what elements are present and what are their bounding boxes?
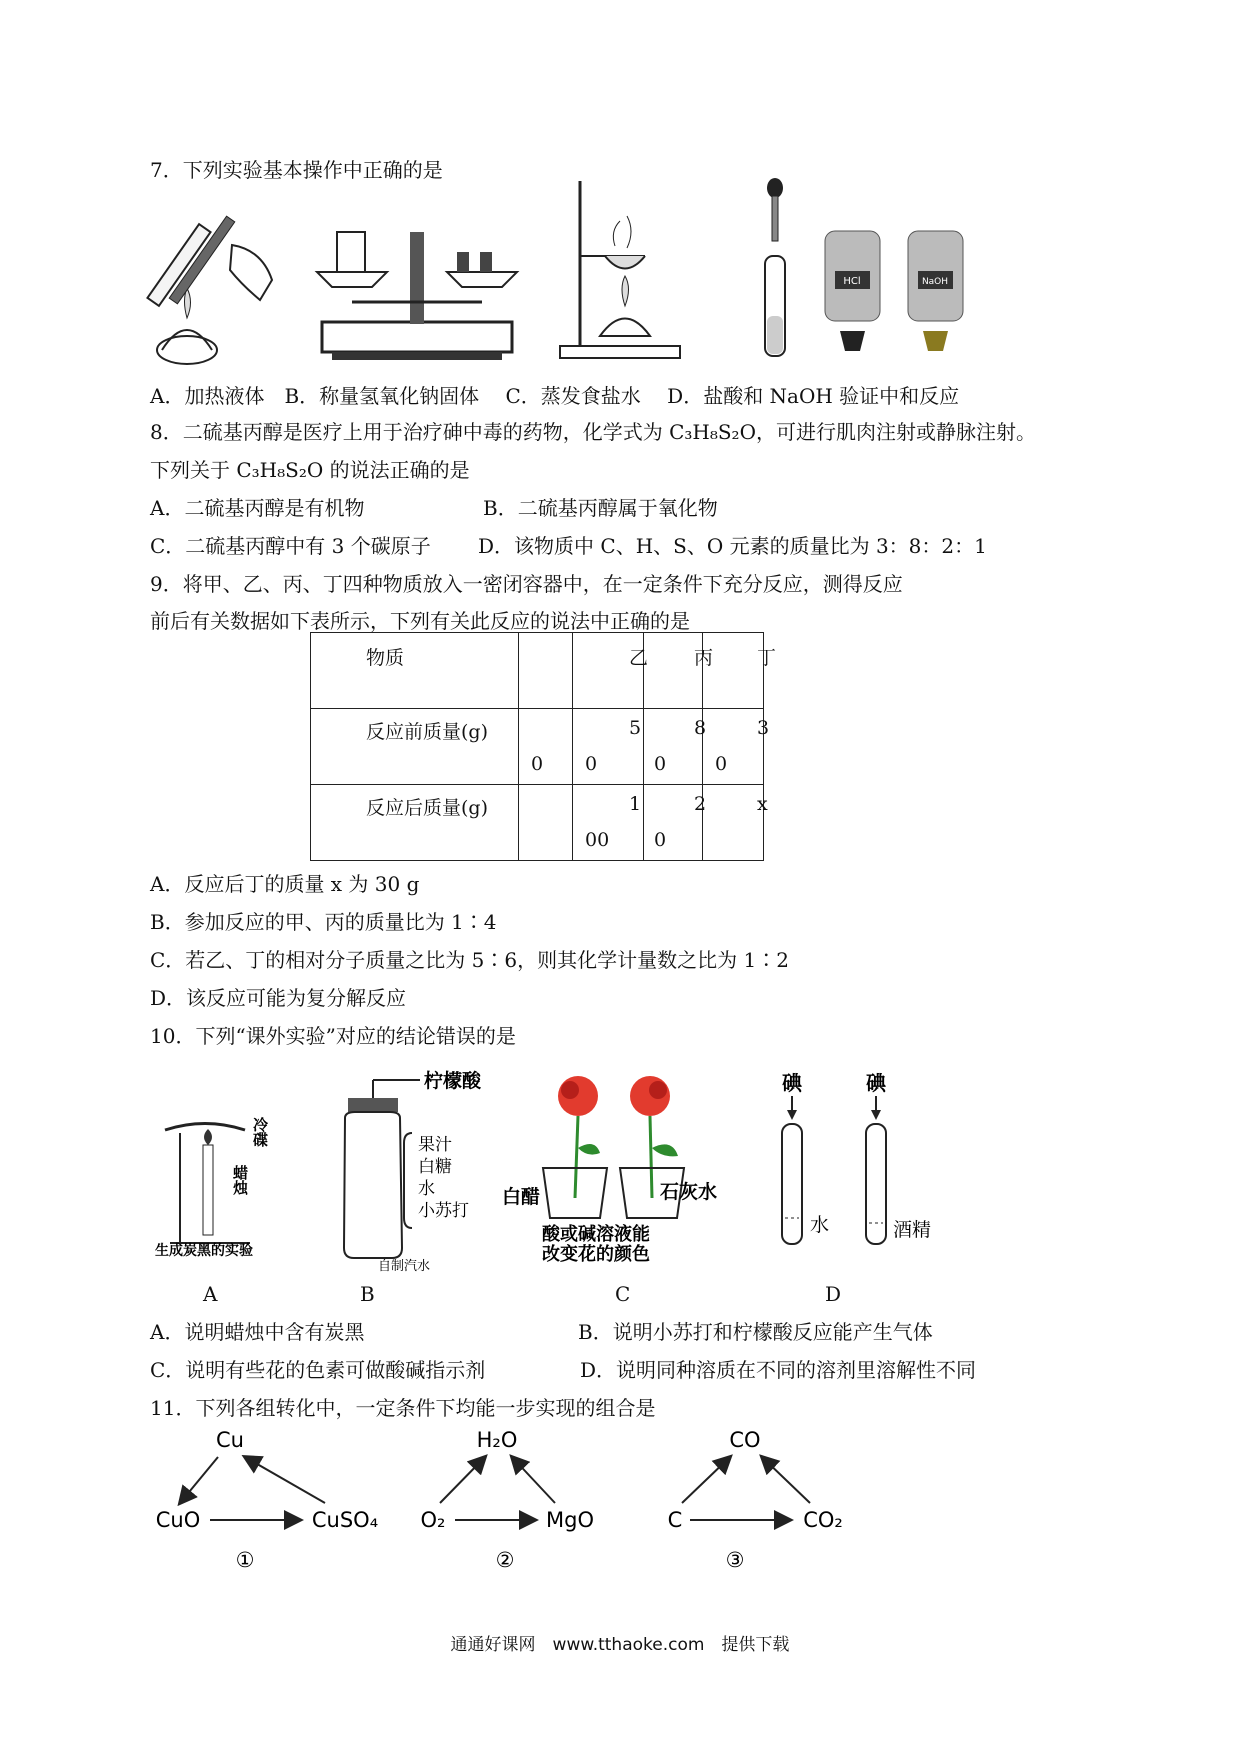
iodine-label-1: 碘 — [782, 1071, 802, 1095]
q10-option-b: B．说明小苏打和柠檬酸反应能产生气体 — [578, 1320, 933, 1344]
fig-a-caption: 生成炭黑的实验 — [155, 1243, 253, 1259]
table-row — [311, 709, 764, 785]
q7-figure-c-evaporation — [555, 176, 685, 370]
limewater-label: 石灰水 — [660, 1181, 718, 1203]
cold-plate-label: 冷碟 — [251, 1117, 269, 1147]
g1-number: ① — [235, 1548, 255, 1572]
table-cell: 0 — [654, 829, 667, 851]
alcohol-label: 酒精 — [893, 1219, 932, 1241]
table-cell: 1 — [629, 793, 642, 815]
sugar-label: 白糖 — [418, 1157, 452, 1177]
table-cell: x — [757, 793, 768, 815]
q10-figure-d-iodine-tubes — [760, 1068, 950, 1262]
table-cell: 物质 — [366, 647, 405, 669]
q10-letter-b: B — [360, 1282, 375, 1306]
q9-option-c: C．若乙、丁的相对分子质量之比为 5∶6，则其化学计量数之比为 1∶2 — [150, 948, 789, 972]
q11-stem: 11．下列各组转化中，一定条件下均能一步实现的组合是 — [150, 1396, 656, 1420]
table-cell: 5 — [629, 717, 642, 739]
q9-stem-line1: 9．将甲、乙、丙、丁四种物质放入一密闭容器中，在一定条件下充分反应，测得反应 — [150, 572, 903, 596]
table-cell: 反应前质量(g) — [366, 721, 488, 743]
iodine-label-2: 碘 — [866, 1071, 886, 1095]
juice-label: 果汁 — [418, 1135, 452, 1155]
g2-right: MgO — [546, 1508, 594, 1532]
g1-right: CuSO₄ — [311, 1508, 379, 1532]
g3-top: CO — [729, 1428, 761, 1452]
fig-c-caption-line1: 酸或碱溶液能 — [542, 1224, 650, 1245]
q11-diagrams — [150, 1425, 860, 1584]
q7-stem: 7．下列实验基本操作中正确的是 — [150, 158, 443, 182]
table-row — [311, 633, 764, 709]
table-cell: 乙 — [629, 647, 649, 669]
table-cell: 丁 — [757, 647, 777, 669]
hcl-bottle-label: HCl — [843, 276, 861, 287]
naoh-bottle-label: NaOH — [921, 277, 949, 287]
table-row — [311, 785, 764, 861]
q10-option-a: A．说明蜡烛中含有炭黑 — [150, 1320, 365, 1344]
q10-figure-b-homemade-soda — [330, 1068, 500, 1272]
q7-options: A．加热液体 B．称量氢氧化钠固体 C．蒸发食盐水 D．盐酸和 NaOH 验证中和反应 — [150, 384, 960, 408]
table-cell: 0 — [531, 753, 544, 775]
g3-right: CO₂ — [803, 1508, 843, 1532]
g1-left: CuO — [155, 1508, 201, 1532]
table-cell: 3 — [757, 717, 770, 739]
q9-option-b: B．参加反应的甲、丙的质量比为 1∶4 — [150, 910, 497, 934]
q9-option-d: D．该反应可能为复分解反应 — [150, 986, 407, 1010]
table-cell: 丙 — [694, 647, 714, 669]
water-label: 水 — [418, 1179, 435, 1199]
q10-option-c: C．说明有些花的色素可做酸碱指示剂 — [150, 1358, 486, 1382]
q9-stem-line2: 前后有关数据如下表所示，下列有关此反应的说法中正确的是 — [150, 609, 690, 633]
q8-stem-line2: 下列关于 C₃H₈S₂O 的说法正确的是 — [150, 458, 470, 482]
g2-left: O₂ — [420, 1508, 446, 1532]
q7-figure-a-heating-liquid — [142, 190, 302, 374]
g2-top: H₂O — [476, 1428, 518, 1452]
q8-option-d: D．该物质中 C、H、S、O 元素的质量比为 3：8：2：1 — [478, 534, 987, 558]
water-label: 水 — [810, 1214, 830, 1236]
table-cell: 8 — [694, 717, 707, 739]
citric-acid-label: 柠檬酸 — [424, 1070, 482, 1092]
fig-c-caption-line2: 改变花的颜色 — [542, 1244, 650, 1265]
fig-b-caption: 自制汽水 — [378, 1259, 431, 1274]
g3-left: C — [667, 1508, 683, 1532]
q9-data-table — [310, 632, 777, 861]
table-cell: 2 — [694, 793, 707, 815]
q8-option-a: A．二硫基丙醇是有机物 — [150, 496, 365, 520]
q8-option-b: B．二硫基丙醇属于氧化物 — [483, 496, 718, 520]
table-cell: 0 — [715, 753, 728, 775]
g3-number: ③ — [725, 1548, 745, 1572]
q10-option-d: D．说明同种溶质在不同的溶剂里溶解性不同 — [580, 1358, 977, 1382]
candle-label: 蜡烛 — [231, 1165, 249, 1195]
page-footer: 通通好课网 www.tthaoke.com 提供下载 — [450, 1635, 790, 1655]
q10-stem: 10．下列“课外实验”对应的结论错误的是 — [150, 1024, 516, 1048]
g1-top: Cu — [216, 1428, 244, 1452]
q7-figure-d-dropper-and-bottles — [760, 176, 980, 370]
table-cell: 0 — [654, 753, 667, 775]
q10-figure-c-roses — [500, 1068, 730, 1265]
table-cell: 反应后质量(g) — [366, 797, 488, 819]
q8-stem-line1: 8．二硫基丙醇是医疗上用于治疗砷中毒的药物，化学式为 C₃H₈S₂O，可进行肌肉注射或静脉注射。 — [150, 420, 1036, 444]
table-cell: 0 — [585, 753, 598, 775]
q10-figure-a-candle-soot — [150, 1105, 290, 1259]
q9-option-a: A．反应后丁的质量 x 为 30 g — [150, 872, 420, 896]
g2-number: ② — [495, 1548, 515, 1572]
q10-letter-d: D — [825, 1282, 842, 1306]
q8-option-c: C．二硫基丙醇中有 3 个碳原子 — [150, 534, 431, 558]
vinegar-label: 白醋 — [502, 1186, 541, 1208]
table-cell: 00 — [585, 829, 610, 851]
q7-figure-b-balance — [312, 212, 522, 371]
baking-soda-label: 小苏打 — [418, 1201, 469, 1221]
q10-letter-a: A — [203, 1282, 218, 1306]
q10-letter-c: C — [615, 1282, 631, 1306]
